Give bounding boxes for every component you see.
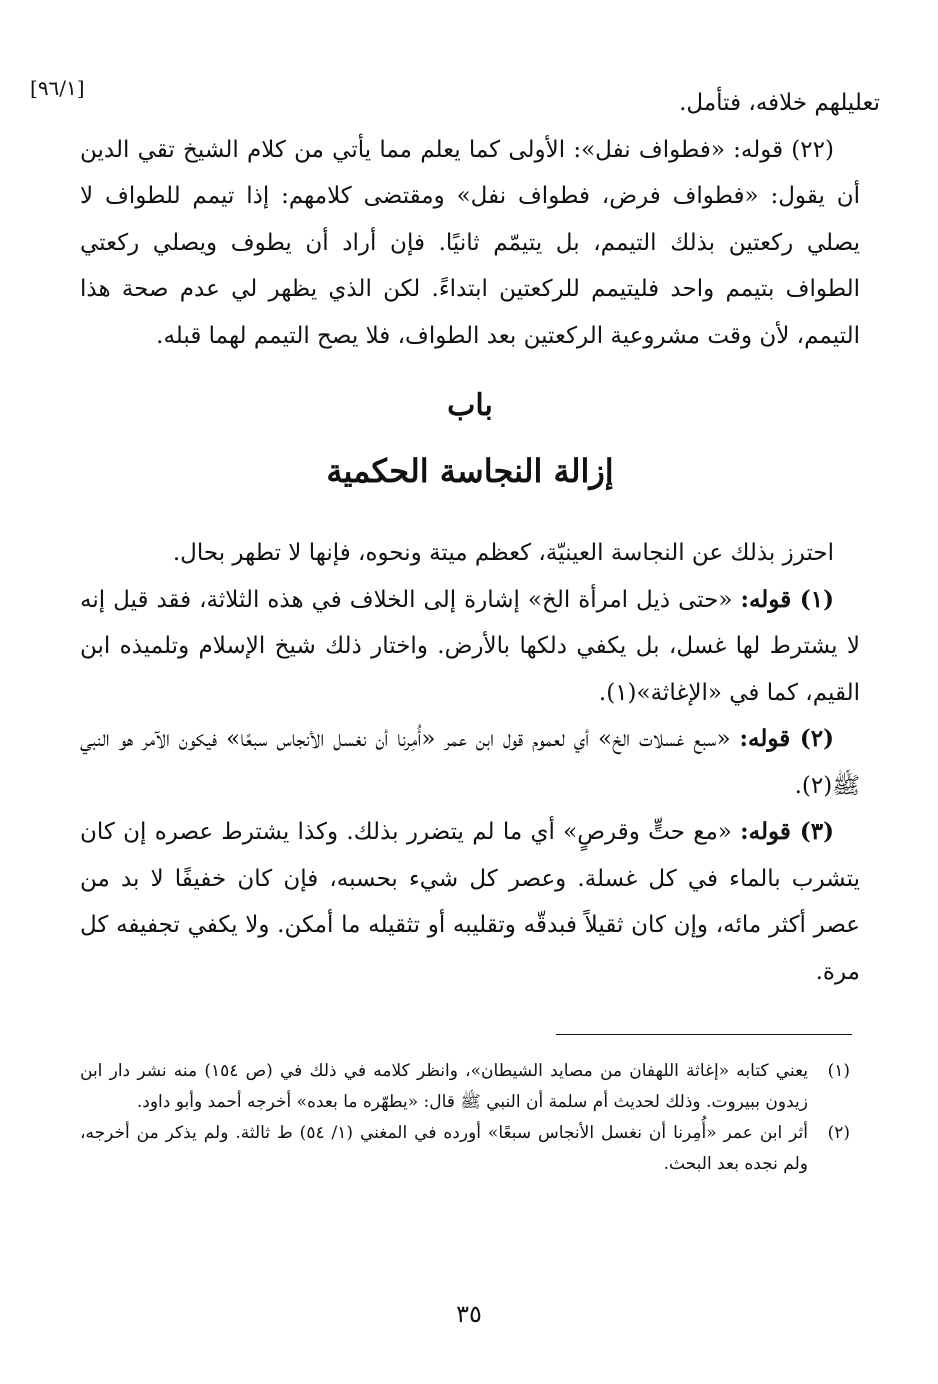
- note-label: (١) قوله:: [740, 585, 835, 613]
- note-item-1: [80, 577, 860, 717]
- note-label: (٣) قوله:: [740, 818, 835, 845]
- note-text: «سبع غسلات الخ» أي لعموم قول ابن عمر «أُمِرنا أن نغسل الأنجاس سبعًا» فيكون الآمر هو النبي ﷺ(٢).: [80, 726, 860, 799]
- note-item-2: [80, 716, 860, 809]
- footnote-2: [80, 1118, 850, 1180]
- footnote-text: يعني كتابه «إغاثة اللهفان من مصايد الشيطان»، وانظر كلامه في ذلك في (ص ١٥٤) منه نشر دار ابن زيدون ببيروت. وذلك لحديث أم سلمة أن النبي ﷺ قال: «يطهّره ما بعده» أخرجه أحمد وأبو داود.: [80, 1061, 808, 1112]
- note-text: «مع حتٍّ وقرصٍ» أي ما لم يتضرر بذلك. وكذا يشترط عصره إن كان يتشرب بالماء في كل غسلة. وعصر كل شيء بحسبه، فإن كان خفيفًا لا بد من عصر أكثر مائه، وإن كان ثقيلاً فبدقّه وتقليبه أو تثقيله ما أمكن. ولا يكفي تجفيفه كل مرة.: [80, 819, 860, 985]
- footnote-divider: [556, 1034, 852, 1035]
- paragraph-continuation: تعليلهم خلافه، فتأمل.: [679, 90, 880, 116]
- footnote-number: (٢): [827, 1123, 850, 1143]
- paragraph-note-22: (٢٢) قوله: «فطواف نفل»: الأولى كما يعلم مما يأتي من كلام الشيخ تقي الدين أن يقول: «فطواف فرض، فطواف نفل» ومقتضى كلامهم: إذا تيمم للطواف لا يصلي ركعتين بذلك التيمم، بل يتيمّم ثانيًا. فإن أراد أن يطوف ويصلي ركعتي الطواف بتيمم واحد فليتيمم للركعتين ابتداءً. لكن الذي يظهر لي عدم صحة هذا التيمم، لأن وقت مشروعية الركعتين بعد الطواف، فلا يصح التيمم لهما قبله.: [80, 136, 860, 349]
- chapter-heading: باب: [447, 388, 493, 423]
- chapter-body: [80, 530, 860, 995]
- note-label: (٢) قوله:: [739, 725, 835, 752]
- chapter-title: إزالة النجاسة الحكمية: [326, 452, 614, 490]
- note-item-3: [80, 809, 860, 995]
- footnote-1: [80, 1056, 850, 1118]
- note-text: «حتى ذيل امرأة الخ» إشارة إلى الخلاف في هذه الثلاثة، فقد قيل إنه لا يشترط لها غسل، بل يكفي دلكها بالأرض. واختار ذلك شيخ الإسلام وتلميذه ابن القيم، كما في «الإغاثة»(١).: [80, 586, 860, 706]
- footnotes: [80, 1056, 850, 1180]
- chapter-intro: احترز بذلك عن النجاسة العينيّة، كعظم ميتة ونحوه، فإنها لا تطهر بحال.: [172, 540, 834, 566]
- page-number: ٣٥: [456, 1300, 482, 1328]
- footnote-text: أثر ابن عمر «أُمِرنا أن نغسل الأنجاس سبعًا» أورده في المغني (١/ ٥٤) ط ثالثة. ولم يذكر من أخرجه، ولم نجده بعد البحث.: [80, 1123, 808, 1174]
- body-text: [80, 80, 880, 359]
- footnote-number: (١): [827, 1061, 850, 1081]
- volume-page-reference: [٩٦/١]: [30, 76, 85, 100]
